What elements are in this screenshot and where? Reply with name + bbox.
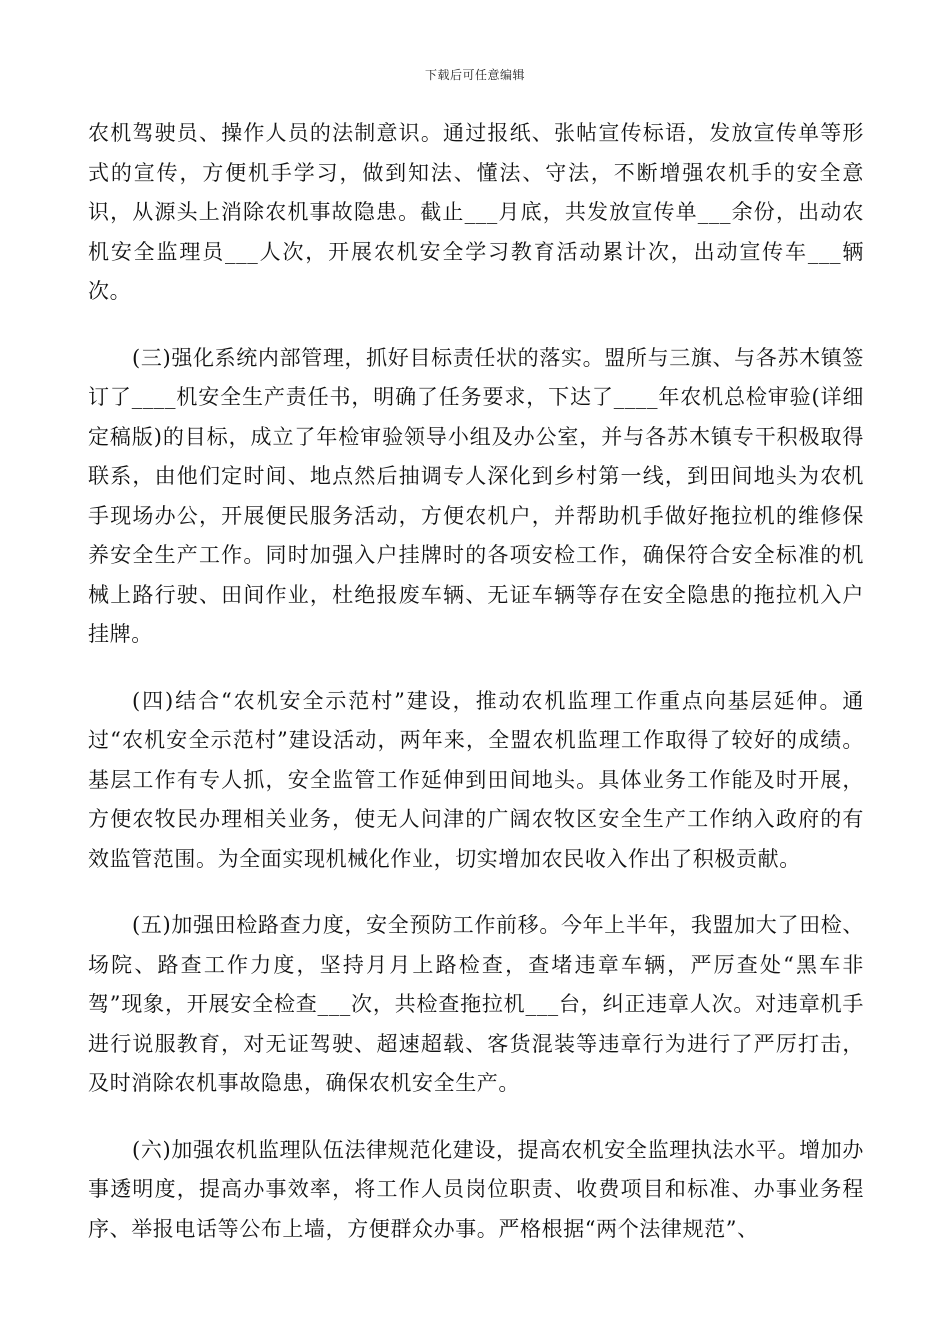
page-header-note: 下载后可任意编辑: [424, 68, 525, 82]
paragraph: 农机驾驶员、操作人员的法制意识。通过报纸、张帖宣传标语，发放宣传单等形式的宣传，方便机手学习，做到知法、懂法、守法，不断增强农机手的安全意识，从源头上消除农机事故隐患。截止___月底，共发放宣传单___余份，出动农机安全监理员___人次，开展农机安全学习教育活动累计次，出动宣传车___辆次。: [88, 121, 864, 303]
paragraph: (四)结合“农机安全示范村”建设，推动农机监理工作重点向基层延伸。通过“农机安全示范村”建设活动，两年来，全盟农机监理工作取得了较好的成绩。基层工作有专人抓，安全监管工作延伸到田间地头。具体业务工作能及时开展，方便农牧民办理相关业务，使无人问津的广阔农牧区安全生产工作纳入政府的有效监管范围。为全面实现机械化作业，切实增加农民收入作出了积极贡献。: [88, 688, 864, 871]
paragraph: (五)加强田检路查力度，安全预防工作前移。今年上半年，我盟加大了田检、场院、路查工作力度，坚持月月上路检查，查堵违章车辆，严厉查处“黑车非驾”现象，开展安全检查___次，共检查拖拉机___台，纠正违章人次。对违章机手进行说服教育，对无证驾驶、超速超载、客货混装等违章行为进行了严厉打击，及时消除农机事故隐患，确保农机安全生产。: [88, 913, 864, 1095]
document-body: [88, 114, 864, 1276]
paragraph: (六)加强农机监理队伍法律规范化建设，提高农机安全监理执法水平。增加办事透明度，提高办事效率，将工作人员岗位职责、收费项目和标准、办事业务程序、举报电话等公布上墙，方便群众办事。严格根据“两个法律规范”、: [88, 1137, 864, 1241]
paragraph: (三)强化系统内部管理，抓好目标责任状的落实。盟所与三旗、与各苏木镇签订了____机安全生产责任书，明确了任务要求，下达了____年农机总检审验(详细定稿版)的目标，成立了年检审验领导小组及办公室，并与各苏木镇专干积极取得联系，由他们定时间、地点然后抽调专人深化到乡村第一线，到田间地头为农机手现场办公，开展便民服务活动，方便农机户，并帮助机手做好拖拉机的维修保养安全生产工作。同时加强入户挂牌时的各项安检工作，确保符合安全标准的机械上路行驶、田间作业，杜绝报废车辆、无证车辆等存在安全隐患的拖拉机入户挂牌。: [88, 345, 864, 646]
